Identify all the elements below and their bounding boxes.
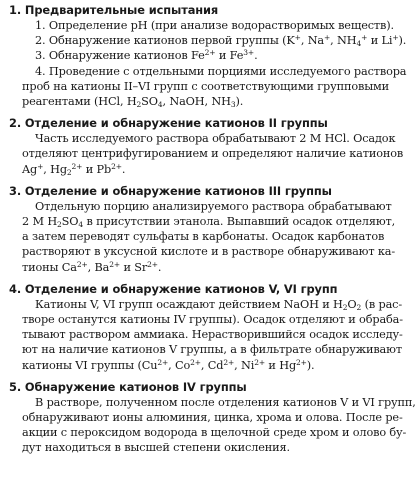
text-line: ют на наличие катионов V группы, а в фильтрате обнаруживают <box>22 343 402 357</box>
text-line: катионы VI группы ($Cu^{2+}$, $Co^{2+}$, $Cd^{2+}$, $Ni^{2+}$ и $Hg^{2+}$). <box>22 357 315 372</box>
text-line: творе останутся катионы IV группы). Осадок отделяют и обраба- <box>22 313 403 327</box>
text-line: реагентами (HCl, $H_2SO_4$, NaOH, $NH_3$). <box>22 95 244 110</box>
section-group-iii <box>9 184 395 275</box>
text-line: обнаруживают ионы алюминия, цинка, хрома и олова. После ре- <box>22 411 403 425</box>
section-group-ii <box>9 116 404 177</box>
text-line: 2. Обнаружение катионов первой группы (K+, Na+, $NH_4^+$ и Li+). <box>35 33 407 49</box>
text-line: растворяют в уксусной кислоте и в растворе обнаруживают ка- <box>22 245 396 259</box>
text-line: тионы $Ca^{2+}$, $Ba^{2+}$ и $Sr^{2+}$. <box>22 259 162 274</box>
text-line: Катионы V, VI групп осаждают действием NaOH и $H_2O_2$ (в рас- <box>35 297 403 312</box>
text-line: тывают раствором аммиака. Нерастворившийся осадок исследу- <box>22 328 403 342</box>
text-line: В растворе, полученном после отделения катионов V и VI групп, <box>35 395 416 409</box>
text-line: 2 М $H_2SO_4$ в присутствии этанола. Выпавший осадок отделяют, <box>22 215 396 230</box>
text-line: Ag+, $Hg_2^{2+}$ и $Pb^{2+}$. <box>22 161 126 177</box>
text-line: а затем переводят сульфаты в карбонаты. Осадок карбонатов <box>22 230 385 244</box>
text-line: проб на катионы II–VI групп с соответствующими групповыми <box>22 79 390 93</box>
section-group-v-vi <box>9 281 403 373</box>
section-body <box>9 18 407 110</box>
text-line: отделяют центрифугированием и определяют наличие катионов <box>22 147 404 161</box>
section-heading: 3. Отделение и обнаружение катионов III группы <box>9 183 332 198</box>
section-heading: 2. Отделение и обнаружение катионов II группы <box>9 116 328 131</box>
section-group-iv <box>9 379 416 456</box>
text-line: 1. Определение pH (при анализе водорастворимых веществ). <box>35 19 394 32</box>
section-heading: 5. Обнаружение катионов IV группы <box>9 379 247 394</box>
text-line: 3. Обнаружение катионов $Fe^{2+}$ и $Fe^{3+}$. <box>35 48 258 63</box>
text-line: Отдельную порцию анализируемого раствора обрабатывают <box>35 199 392 213</box>
section-heading: 4. Отделение и обнаружение катионов V, VI групп <box>9 281 338 296</box>
text-line: 4. Проведение с отдельными порциями исследуемого раствора <box>35 64 407 78</box>
section-body <box>9 297 403 373</box>
text-line: дут находиться в высшей степени окисления. <box>22 441 290 455</box>
section-body <box>9 199 395 275</box>
text-line: акции с пероксидом водорода в щелочной среде хром и олово бу- <box>22 426 407 440</box>
section-preliminary-tests <box>9 3 407 110</box>
section-body <box>9 395 416 456</box>
text-line: Часть исследуемого раствора обрабатывают 2 М HCl. Осадок <box>35 132 396 146</box>
section-heading: 1. Предварительные испытания <box>9 3 219 17</box>
section-body <box>9 131 404 177</box>
